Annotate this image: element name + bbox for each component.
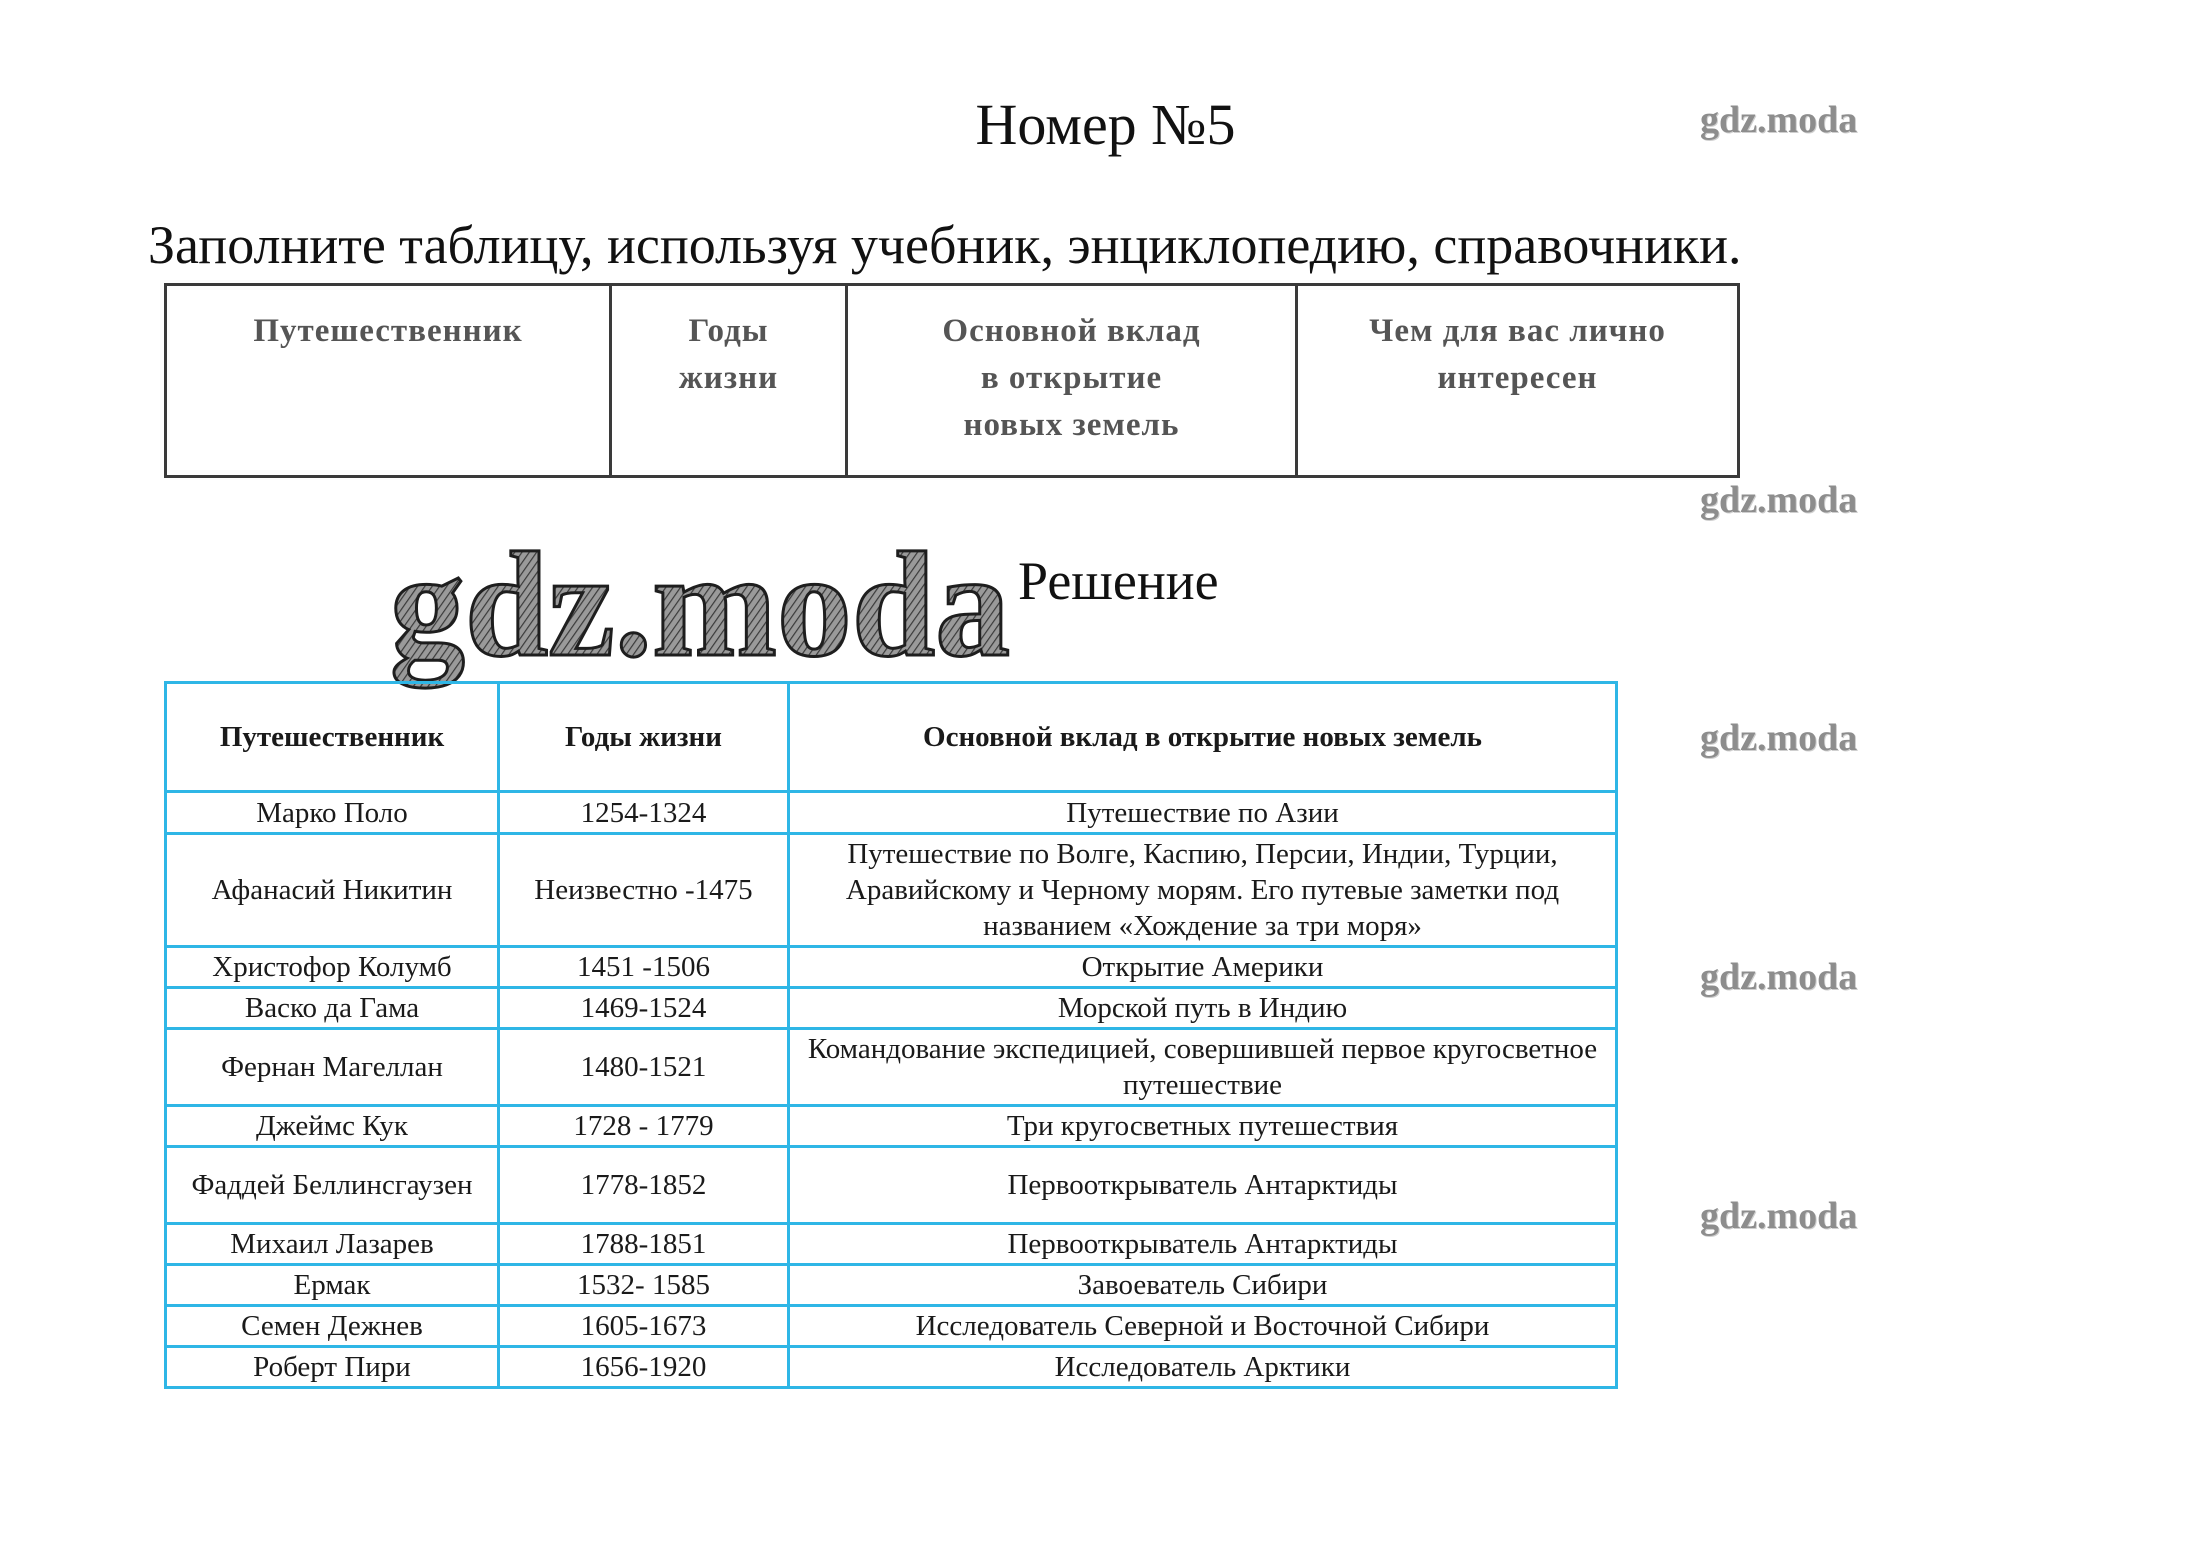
watermark: gdz.moda xyxy=(1700,99,1858,141)
logo-watermark xyxy=(390,520,1030,690)
traveler-cell: Афанасий Никитин xyxy=(166,834,499,947)
solution-label: Решение xyxy=(1018,551,1219,611)
watermark: gdz.moda xyxy=(1700,1195,1858,1237)
table-row xyxy=(166,947,1617,988)
contribution-cell: Путешествие по Азии xyxy=(789,792,1617,834)
logo-text: gdz.moda xyxy=(390,522,1010,688)
traveler-cell: Марко Поло xyxy=(166,792,499,834)
table-row xyxy=(166,1106,1617,1147)
task-text: Заполните таблицу, используя учебник, энциклопедию, справочники. xyxy=(148,215,1742,275)
traveler-cell: Ермак xyxy=(166,1265,499,1306)
years-cell: 1728 - 1779 xyxy=(499,1106,789,1147)
page-title: Номер №5 xyxy=(975,92,1236,157)
watermark: gdz.moda xyxy=(1700,717,1858,759)
template-table xyxy=(164,283,1740,478)
traveler-cell: Семен Дежнев xyxy=(166,1306,499,1347)
watermark: gdz.moda xyxy=(1700,956,1858,998)
table-row xyxy=(166,1265,1617,1306)
answer-header-contribution: Основной вклад в открытие новых земель xyxy=(789,683,1617,792)
contribution-cell: Открытие Америки xyxy=(789,947,1617,988)
contribution-cell: Первооткрыватель Антарктиды xyxy=(789,1147,1617,1224)
contribution-cell: Исследователь Северной и Восточной Сибири xyxy=(789,1306,1617,1347)
table-row xyxy=(166,1347,1617,1388)
traveler-cell: Васко да Гама xyxy=(166,988,499,1029)
answer-header-traveler: Путешественник xyxy=(166,683,499,792)
watermark: gdz.moda xyxy=(1700,479,1858,521)
table-row xyxy=(166,792,1617,834)
years-cell: 1788-1851 xyxy=(499,1224,789,1265)
table-row xyxy=(166,1224,1617,1265)
table-row xyxy=(166,1147,1617,1224)
template-header-contribution: Основной вклад в открытие новых земель xyxy=(847,285,1297,477)
template-header-years: Годы жизни xyxy=(611,285,847,477)
years-cell: 1451 -1506 xyxy=(499,947,789,988)
table-row xyxy=(166,1029,1617,1106)
contribution-cell: Завоеватель Сибири xyxy=(789,1265,1617,1306)
years-cell: 1778-1852 xyxy=(499,1147,789,1224)
template-header-interest: Чем для вас лично интересен xyxy=(1297,285,1739,477)
answer-header-years: Годы жизни xyxy=(499,683,789,792)
years-cell: 1480-1521 xyxy=(499,1029,789,1106)
traveler-cell: Михаил Лазарев xyxy=(166,1224,499,1265)
years-cell: 1532- 1585 xyxy=(499,1265,789,1306)
traveler-cell: Фернан Магеллан xyxy=(166,1029,499,1106)
traveler-cell: Роберт Пири xyxy=(166,1347,499,1388)
answer-table xyxy=(164,681,1618,1389)
traveler-cell: Христофор Колумб xyxy=(166,947,499,988)
contribution-cell: Командование экспедицией, совершившей первое кругосветное путешествие xyxy=(789,1029,1617,1106)
years-cell: 1605-1673 xyxy=(499,1306,789,1347)
template-header-traveler: Путешественник xyxy=(166,285,611,477)
table-row xyxy=(166,834,1617,947)
table-row xyxy=(166,1306,1617,1347)
traveler-cell: Фаддей Беллинсгаузен xyxy=(166,1147,499,1224)
contribution-cell: Морской путь в Индию xyxy=(789,988,1617,1029)
contribution-cell: Первооткрыватель Антарктиды xyxy=(789,1224,1617,1265)
years-cell: Неизвестно -1475 xyxy=(499,834,789,947)
traveler-cell: Джеймс Кук xyxy=(166,1106,499,1147)
table-row xyxy=(166,988,1617,1029)
years-cell: 1656-1920 xyxy=(499,1347,789,1388)
contribution-cell: Путешествие по Волге, Каспию, Персии, Индии, Турции, Аравийскому и Черному морям. Его путевые заметки под названием «Хождение за три моря» xyxy=(789,834,1617,947)
contribution-cell: Исследователь Арктики xyxy=(789,1347,1617,1388)
years-cell: 1469-1524 xyxy=(499,988,789,1029)
contribution-cell: Три кругосветных путешествия xyxy=(789,1106,1617,1147)
years-cell: 1254-1324 xyxy=(499,792,789,834)
